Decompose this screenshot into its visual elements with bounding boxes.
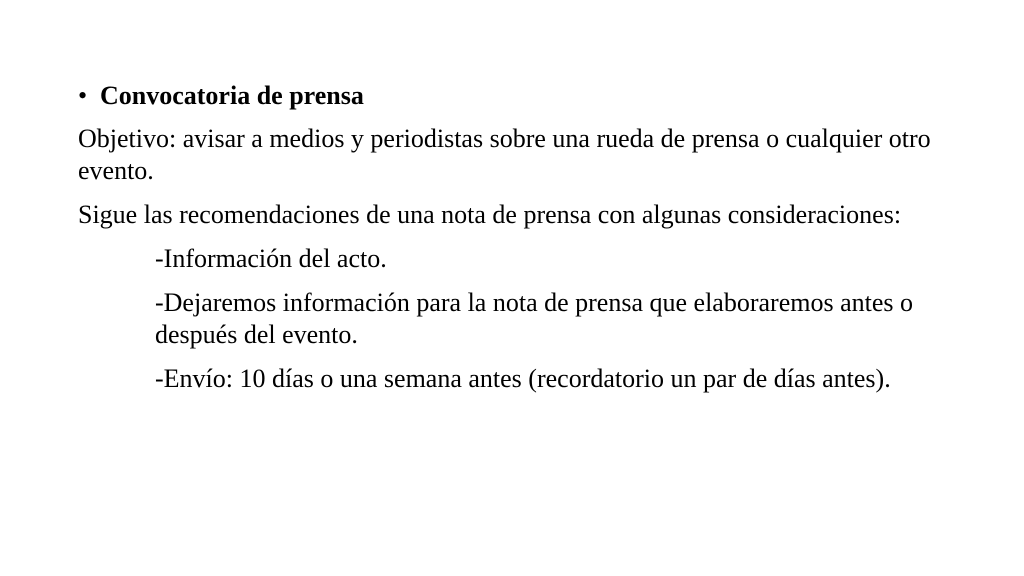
slide-content bbox=[78, 80, 938, 407]
slide-heading bbox=[78, 80, 938, 112]
intro-paragraph: Sigue las recomendaciones de una nota de prensa con algunas consideraciones: bbox=[78, 200, 902, 229]
objective-paragraph: Objetivo: avisar a medios y periodistas sobre una rueda de prensa o cualquier otro evento. bbox=[78, 124, 931, 185]
bullet-icon: • bbox=[78, 81, 88, 110]
heading-text: Convocatoria de prensa bbox=[100, 81, 364, 110]
list-item-press-note: -Dejaremos información para la nota de prensa que elaboraremos antes o después del evento. bbox=[155, 288, 914, 349]
list-item-info: -Información del acto. bbox=[155, 244, 387, 273]
list-item-sending: -Envío: 10 días o una semana antes (recordatorio un par de días antes). bbox=[155, 364, 891, 393]
